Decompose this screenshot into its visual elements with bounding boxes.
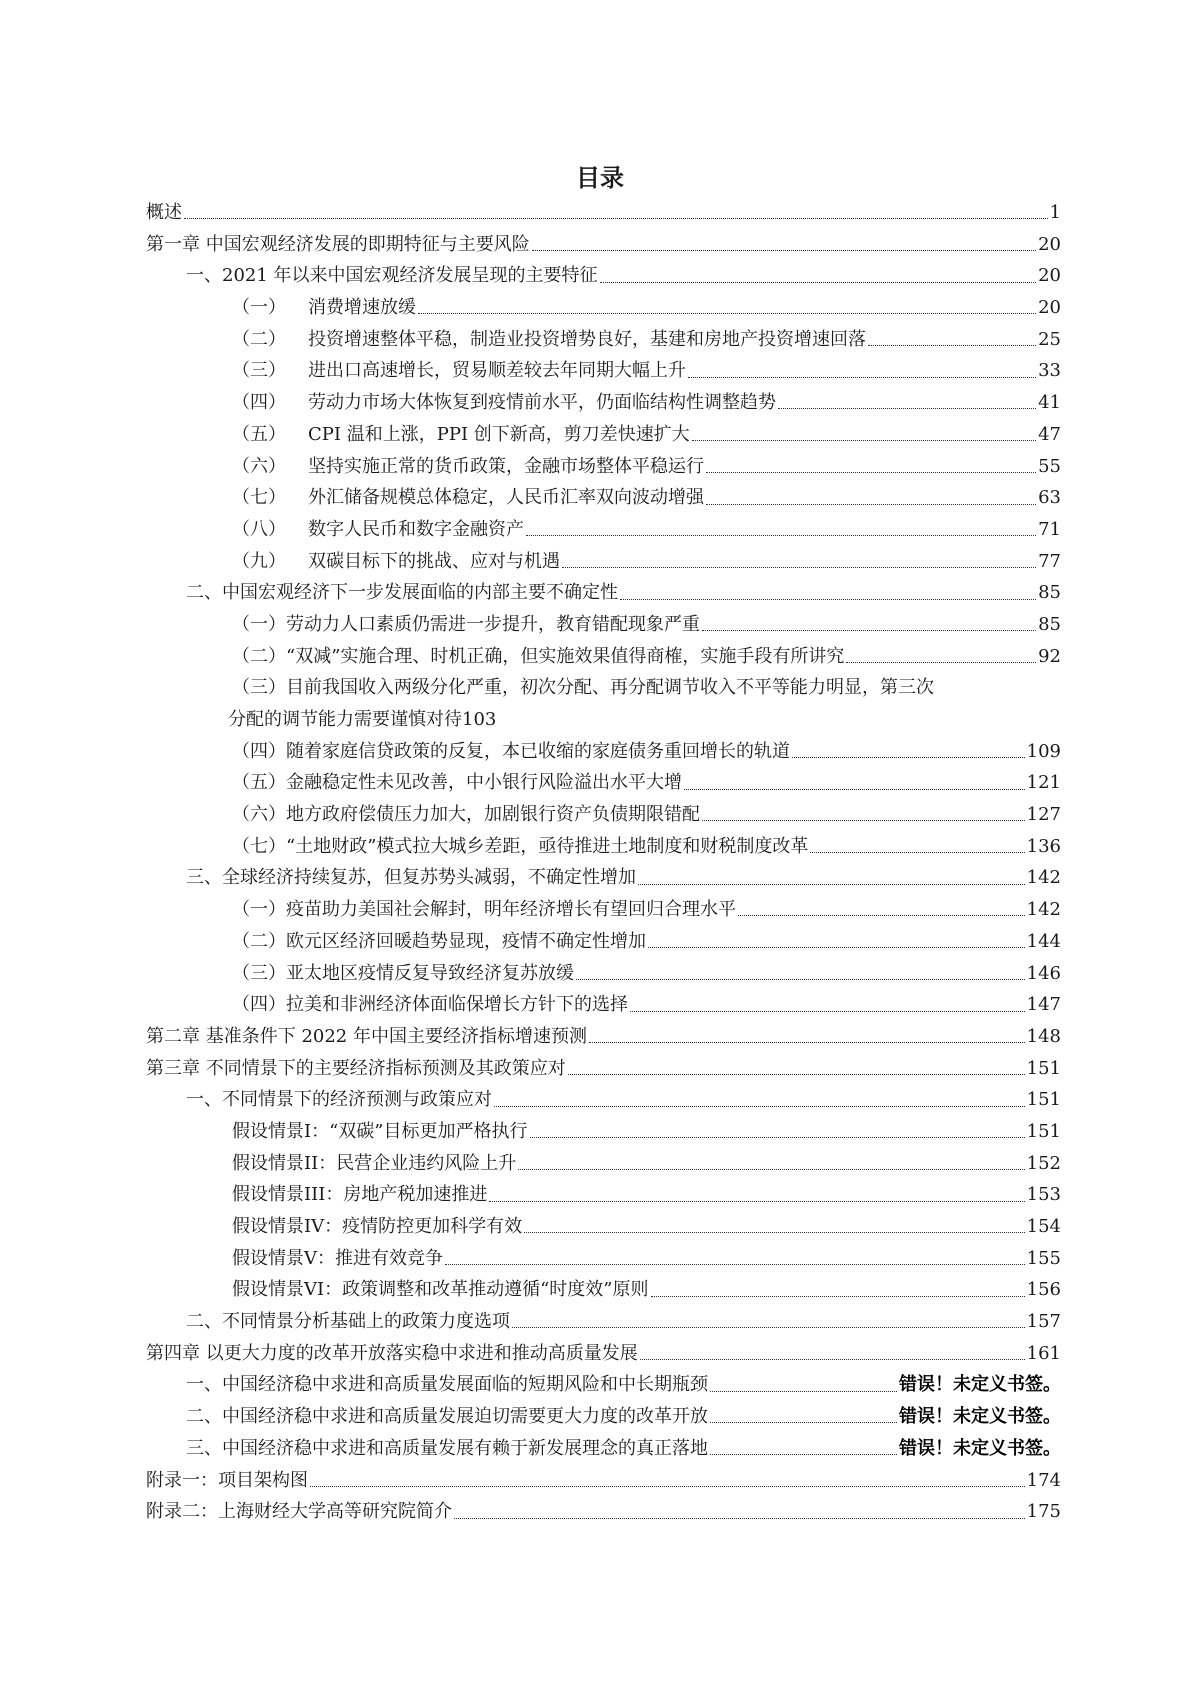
toc-entry-text: 第四章 以更大力度的改革开放落实稳中求进和推动高质量发展 [146,1342,638,1364]
dot-leader [688,377,1036,378]
dot-leader [702,820,1025,821]
toc-page-number: 47 [1038,423,1061,445]
toc-entry[interactable] [146,1148,1061,1180]
dot-leader [620,599,1036,600]
toc-entry-text: 进出口高速增长，贸易顺差较去年同期大幅上升 [308,360,686,382]
dot-leader [868,345,1036,346]
toc-entry[interactable] [146,641,1061,673]
toc-entry-text: 一、2021 年以来中国宏观经济发展呈现的主要特征 [186,265,598,287]
toc-page-number: 33 [1038,360,1061,382]
toc-entry[interactable] [146,451,1061,483]
toc-entry-text: 假设情景V：推进有效竞争 [232,1247,443,1269]
toc-entry[interactable] [146,958,1061,990]
toc-entry-text: 三、中国经济稳中求进和高质量发展有赖于新发展理念的真正落地 [186,1437,708,1459]
toc-entry[interactable] [146,546,1061,578]
toc-entry-text: （七）“土地财政”模式拉大城乡差距，亟待推进土地制度和财税制度改革 [232,835,809,857]
dot-leader [640,1359,1025,1360]
toc-page-number: 146 [1026,962,1061,984]
toc-entry-number: （六） [232,455,286,477]
toc-entry[interactable] [146,514,1061,546]
dot-leader [454,1518,1025,1519]
toc-page-number: 148 [1026,1025,1061,1047]
dot-leader [589,1042,1025,1043]
toc-entry-text: 坚持实施正常的货币政策，金融市场整体平稳运行 [308,455,704,477]
toc-entry-text: 假设情景I：“双碳”目标更加严格执行 [232,1120,528,1142]
dot-leader [702,630,1036,631]
table-of-contents [146,197,1061,1528]
toc-page-number: 85 [1038,582,1061,604]
toc-page-number: 151 [1026,1057,1061,1079]
dot-leader [576,979,1025,980]
toc-entry-text: 劳动力市场大体恢复到疫情前水平，仍面临结构性调整趋势 [308,392,776,414]
toc-page-number: 41 [1038,392,1061,414]
toc-entry[interactable] [146,989,1061,1021]
toc-entry-text: CPI 温和上涨，PPI 创下新高，剪刀差快速扩大 [308,423,690,445]
toc-page-number: 25 [1038,328,1061,350]
toc-entry-number: （四） [232,392,286,414]
toc-page-number: 85 [1038,613,1061,635]
toc-entry[interactable] [146,767,1061,799]
toc-entry[interactable] [146,1211,1061,1243]
dot-leader [710,1454,897,1455]
toc-entry-text: （六）地方政府偿债压力加大，加剧银行资产负债期限错配 [232,804,700,826]
toc-entry-text: （二）欧元区经济回暖趋势显现，疫情不确定性增加 [232,930,646,952]
toc-entry[interactable] [146,831,1061,863]
dot-leader [530,1137,1025,1138]
toc-page-number: 147 [1026,994,1061,1016]
toc-page-number: 136 [1026,835,1061,857]
toc-entry-text: 第二章 基准条件下 2022 年中国主要经济指标增速预测 [146,1025,587,1047]
dot-leader [684,789,1025,790]
toc-entry[interactable] [146,1053,1061,1085]
toc-entry-number: （五） [232,423,286,445]
toc-entry-text: （一）疫苗助力美国社会解封，明年经济增长有望回归合理水平 [232,899,736,921]
toc-entry-text: 假设情景IV：疫情防控更加科学有效 [232,1216,523,1237]
toc-page-number: 92 [1038,645,1061,667]
toc-entry-text: 附录二：上海财经大学高等研究院简介 [146,1501,452,1523]
toc-page-number: 127 [1026,804,1061,826]
dot-leader [648,947,1025,948]
toc-entry-text: （三）亚太地区疫情反复导致经济复苏放缓 [232,962,574,984]
toc-page-number: 77 [1038,550,1061,572]
toc-entry[interactable] [146,862,1061,894]
toc-entry-text-continued: 分配的调节能力需要谨慎对待 [228,709,462,730]
toc-error-bookmark: 错误！未定义书签。 [899,1437,1061,1459]
toc-entry[interactable] [146,672,1061,735]
dot-leader [562,567,1036,568]
toc-entry[interactable] [146,260,1061,292]
toc-entry-number: （八） [232,518,286,540]
toc-page-number: 152 [1026,1152,1061,1174]
toc-entry[interactable] [146,355,1061,387]
toc-entry[interactable] [146,1274,1061,1306]
toc-page-number: 109 [1026,740,1061,762]
dot-leader [184,218,1048,219]
toc-entry-number: （七） [232,487,286,509]
toc-page-number: 20 [1038,297,1061,319]
toc-entry[interactable] [146,1338,1061,1370]
toc-page-number: 155 [1026,1247,1061,1269]
toc-entry-text: 消费增速放缓 [308,297,416,319]
dot-leader [532,250,1036,251]
toc-entry-text: 数字人民币和数字金融资产 [308,518,524,540]
dot-leader [638,884,1025,885]
toc-entry[interactable] [146,577,1061,609]
dot-leader [600,282,1037,283]
toc-entry[interactable] [146,324,1061,356]
toc-page-number: 142 [1026,867,1061,889]
toc-entry[interactable] [146,1369,1061,1401]
dot-leader [710,1391,897,1392]
toc-entry[interactable] [146,926,1061,958]
toc-entry-text: 假设情景II：民营企业违约风险上升 [232,1152,517,1174]
dot-leader [810,852,1024,853]
toc-entry-text: 第三章 不同情景下的主要经济指标预测及其政策应对 [146,1057,566,1079]
toc-entry[interactable] [146,1179,1061,1211]
dot-leader [512,1327,1025,1328]
toc-entry[interactable] [146,1401,1061,1433]
toc-entry[interactable] [146,1116,1061,1148]
toc-page-number: 151 [1026,1089,1061,1111]
dot-leader [738,915,1025,916]
toc-entry-text: （四）随着家庭信贷政策的反复，本已收缩的家庭债务重回增长的轨道 [232,740,790,762]
toc-entry-text: 二、中国宏观经济下一步发展面临的内部主要不确定性 [186,582,618,604]
toc-entry-text: 第一章 中国宏观经济发展的即期特征与主要风险 [146,233,530,255]
toc-page-number: 175 [1026,1501,1061,1523]
toc-page-number: 63 [1038,487,1061,509]
toc-error-bookmark: 错误！未定义书签。 [899,1406,1061,1428]
toc-entry[interactable] [146,1433,1061,1465]
toc-entry[interactable] [146,1084,1061,1116]
toc-entry[interactable] [146,1021,1061,1053]
dot-leader [489,1201,1024,1202]
toc-entry-number: （一） [232,297,286,319]
toc-page-number: 161 [1026,1342,1061,1364]
toc-entry[interactable] [146,419,1061,451]
toc-entry-text: 二、不同情景分析基础上的政策力度选项 [186,1311,510,1333]
toc-entry[interactable] [146,292,1061,324]
toc-entry-text: 三、全球经济持续复苏，但复苏势头减弱，不确定性增加 [186,867,636,889]
toc-page-number: 144 [1026,930,1061,952]
dot-leader [846,662,1036,663]
toc-entry-text: 双碳目标下的挑战、应对与机遇 [308,550,560,572]
dot-leader [526,535,1036,536]
toc-page-number: 71 [1038,518,1061,540]
toc-entry[interactable] [146,1496,1061,1528]
toc-title: 目录 [576,163,624,192]
toc-entry-number: （二） [232,328,286,350]
toc-entry-text: 一、不同情景下的经济预测与政策应对 [186,1089,492,1111]
toc-entry-text: 假设情景VI：政策调整和改革推动遵循“时度效”原则 [232,1279,649,1301]
toc-entry-number: （三） [232,360,286,382]
dot-leader [778,408,1036,409]
toc-page-number: 142 [1026,899,1061,921]
toc-entry[interactable] [146,482,1061,514]
toc-entry[interactable] [146,894,1061,926]
toc-entry-number: （九） [232,550,286,572]
dot-leader [518,1169,1024,1170]
toc-entry-text: （二）“双减”实施合理、时机正确，但实施效果值得商榷，实施手段有所讲究 [232,645,845,667]
toc-entry[interactable] [146,799,1061,831]
toc-entry[interactable] [146,387,1061,419]
toc-entry-text: 外汇储备规模总体稳定，人民币汇率双向波动增强 [308,487,704,509]
toc-entry-text: 二、中国经济稳中求进和高质量发展迫切需要更大力度的改革开放 [186,1406,708,1428]
toc-entry[interactable] [146,1306,1061,1338]
dot-leader [706,472,1036,473]
toc-entry-text: （四）拉美和非洲经济体面临保增长方针下的选择 [232,994,628,1016]
toc-page-number: 156 [1026,1279,1061,1301]
toc-page-number: 1 [1049,202,1061,223]
toc-entry-text: （一）劳动力人口素质仍需进一步提升，教育错配现象严重 [232,613,700,635]
toc-page-number: 174 [1026,1469,1061,1491]
toc-page-number: 20 [1038,233,1061,255]
dot-leader [418,313,1036,314]
toc-page-number: 103 [462,709,497,730]
toc-entry-text: （五）金融稳定性未见改善，中小银行风险溢出水平大增 [232,772,682,794]
toc-entry[interactable] [146,197,1061,229]
toc-page-number: 151 [1026,1120,1061,1142]
toc-entry-text: 假设情景III：房地产税加速推进 [232,1184,488,1206]
dot-leader [445,1264,1025,1265]
toc-entry[interactable] [146,229,1061,261]
toc-page-number: 157 [1026,1311,1061,1333]
toc-page-number: 20 [1038,265,1061,287]
toc-page-number: 121 [1026,772,1061,794]
toc-page-number: 153 [1026,1184,1061,1206]
toc-entry-text: （三）目前我国收入两级分化严重，初次分配、再分配调节收入不平等能力明显，第三次 [232,677,934,699]
dot-leader [630,1011,1025,1012]
toc-page-number: 55 [1038,455,1061,477]
dot-leader [692,440,1036,441]
dot-leader [310,1486,1025,1487]
dot-leader [568,1074,1025,1075]
dot-leader [524,1232,1025,1233]
dot-leader [792,757,1025,758]
toc-entry[interactable] [146,609,1061,641]
dot-leader [706,504,1036,505]
dot-leader [651,1296,1025,1297]
dot-leader [710,1422,897,1423]
toc-page-number: 154 [1026,1216,1061,1237]
toc-entry-text: 一、中国经济稳中求进和高质量发展面临的短期风险和中长期瓶颈 [186,1374,708,1396]
toc-entry[interactable] [146,1465,1061,1497]
toc-entry-text: 概述 [146,202,182,223]
toc-error-bookmark: 错误！未定义书签。 [899,1374,1061,1396]
dot-leader [494,1106,1025,1107]
toc-entry-text: 投资增速整体平稳，制造业投资增势良好，基建和房地产投资增速回落 [308,328,866,350]
toc-entry[interactable] [146,1243,1061,1275]
toc-entry-text: 附录一：项目架构图 [146,1469,308,1491]
toc-entry[interactable] [146,736,1061,768]
